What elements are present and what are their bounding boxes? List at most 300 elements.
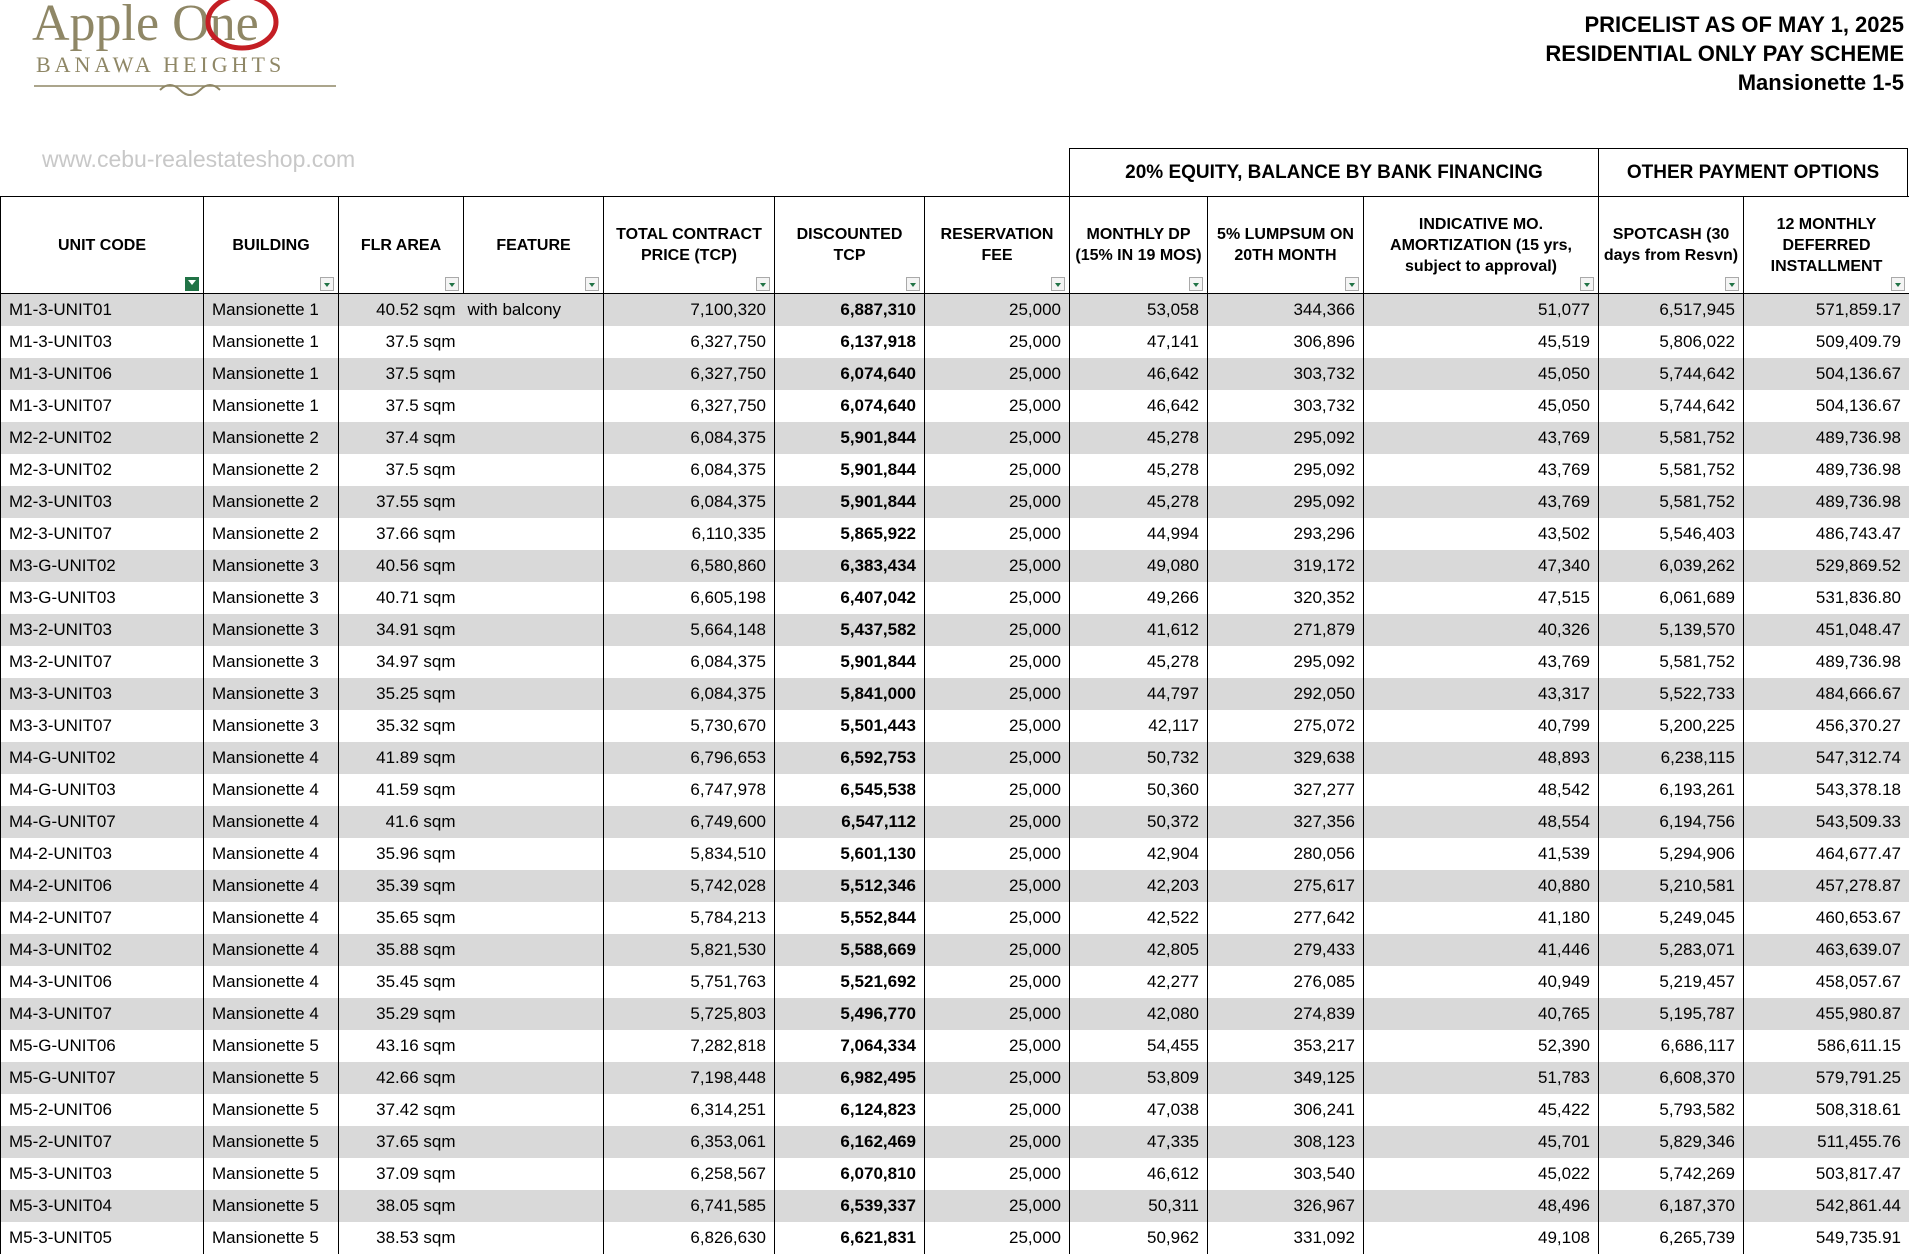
cell-spotcash: 5,744,642 [1599,358,1744,390]
cell-feature [464,870,604,902]
cell-spotcash: 5,210,581 [1599,870,1744,902]
cell-monthly-amortization: 41,180 [1364,902,1599,934]
cell-monthly-amortization: 52,390 [1364,1030,1599,1062]
cell-building: Mansionette 5 [204,1190,339,1222]
cell-deferred-installment: 464,677.47 [1744,838,1909,870]
cell-total-contract-price: 5,730,670 [604,710,775,742]
cell-deferred-installment: 458,057.67 [1744,966,1909,998]
cell-unit-code: M4-2-UNIT07 [1,902,204,934]
cell-monthly-amortization: 51,077 [1364,294,1599,327]
cell-floor-area: 34.97 sqm [339,646,464,678]
cell-monthly-amortization: 48,542 [1364,774,1599,806]
cell-floor-area: 43.16 sqm [339,1030,464,1062]
cell-monthly-dp: 50,732 [1070,742,1208,774]
cell-discounted-tcp: 5,901,844 [775,422,925,454]
cell-total-contract-price: 6,353,061 [604,1126,775,1158]
cell-unit-code: M4-3-UNIT06 [1,966,204,998]
cell-feature [464,1030,604,1062]
cell-unit-code: M3-G-UNIT03 [1,582,204,614]
cell-lumpsum-20th-month: 353,217 [1208,1030,1364,1062]
cell-monthly-amortization: 49,108 [1364,1222,1599,1254]
cell-building: Mansionette 3 [204,646,339,678]
cell-feature [464,838,604,870]
cell-discounted-tcp: 5,901,844 [775,454,925,486]
cell-building: Mansionette 4 [204,742,339,774]
column-header-label: FEATURE [496,237,570,254]
cell-discounted-tcp: 5,521,692 [775,966,925,998]
cell-total-contract-price: 6,084,375 [604,646,775,678]
cell-monthly-amortization: 40,799 [1364,710,1599,742]
cell-reservation-fee: 25,000 [925,1190,1070,1222]
filter-dropdown-icon[interactable] [1189,277,1203,291]
cell-spotcash: 5,742,269 [1599,1158,1744,1190]
cell-reservation-fee: 25,000 [925,838,1070,870]
cell-building: Mansionette 1 [204,326,339,358]
active-filter-icon[interactable] [185,277,199,291]
cell-lumpsum-20th-month: 295,092 [1208,646,1364,678]
cell-lumpsum-20th-month: 303,732 [1208,390,1364,422]
cell-building: Mansionette 1 [204,358,339,390]
cell-spotcash: 6,517,945 [1599,294,1744,327]
cell-building: Mansionette 3 [204,550,339,582]
cell-deferred-installment: 503,817.47 [1744,1158,1909,1190]
cell-lumpsum-20th-month: 303,732 [1208,358,1364,390]
column-header-unit-code [1,197,204,294]
cell-lumpsum-20th-month: 327,356 [1208,806,1364,838]
cell-monthly-dp: 50,372 [1070,806,1208,838]
cell-spotcash: 6,061,689 [1599,582,1744,614]
cell-spotcash: 6,187,370 [1599,1190,1744,1222]
table-row [1,902,1909,934]
cell-discounted-tcp: 5,512,346 [775,870,925,902]
column-header-floor-area [339,197,464,294]
cell-building: Mansionette 2 [204,486,339,518]
cell-unit-code: M4-3-UNIT07 [1,998,204,1030]
cell-reservation-fee: 25,000 [925,774,1070,806]
cell-unit-code: M3-G-UNIT02 [1,550,204,582]
cell-floor-area: 35.65 sqm [339,902,464,934]
cell-reservation-fee: 25,000 [925,390,1070,422]
cell-total-contract-price: 5,742,028 [604,870,775,902]
cell-unit-code: M5-3-UNIT03 [1,1158,204,1190]
cell-monthly-amortization: 43,769 [1364,454,1599,486]
cell-floor-area: 35.45 sqm [339,966,464,998]
cell-lumpsum-20th-month: 349,125 [1208,1062,1364,1094]
cell-discounted-tcp: 6,070,810 [775,1158,925,1190]
cell-spotcash: 5,546,403 [1599,518,1744,550]
cell-deferred-installment: 547,312.74 [1744,742,1909,774]
filter-dropdown-icon[interactable] [445,277,459,291]
cell-spotcash: 5,139,570 [1599,614,1744,646]
cell-reservation-fee: 25,000 [925,294,1070,327]
cell-lumpsum-20th-month: 326,967 [1208,1190,1364,1222]
cell-discounted-tcp: 6,074,640 [775,358,925,390]
cell-spotcash: 5,294,906 [1599,838,1744,870]
cell-feature [464,1126,604,1158]
filter-dropdown-icon[interactable] [1725,277,1739,291]
cell-unit-code: M2-3-UNIT02 [1,454,204,486]
cell-lumpsum-20th-month: 295,092 [1208,454,1364,486]
cell-spotcash: 6,608,370 [1599,1062,1744,1094]
logo-brand-text: Apple One [32,0,259,52]
cell-floor-area: 37.5 sqm [339,390,464,422]
cell-total-contract-price: 7,198,448 [604,1062,775,1094]
cell-lumpsum-20th-month: 271,879 [1208,614,1364,646]
column-header-monthly-amortization [1364,197,1599,294]
cell-deferred-installment: 531,836.80 [1744,582,1909,614]
cell-lumpsum-20th-month: 275,072 [1208,710,1364,742]
cell-monthly-amortization: 48,554 [1364,806,1599,838]
cell-feature [464,1062,604,1094]
cell-deferred-installment: 489,736.98 [1744,646,1909,678]
cell-spotcash: 5,249,045 [1599,902,1744,934]
cell-discounted-tcp: 5,437,582 [775,614,925,646]
cell-feature [464,582,604,614]
table-row [1,326,1909,358]
cell-monthly-amortization: 47,340 [1364,550,1599,582]
cell-lumpsum-20th-month: 331,092 [1208,1222,1364,1254]
cell-reservation-fee: 25,000 [925,1030,1070,1062]
cell-reservation-fee: 25,000 [925,358,1070,390]
table-row [1,1030,1909,1062]
filter-dropdown-icon[interactable] [756,277,770,291]
cell-feature [464,1222,604,1254]
cell-feature [464,646,604,678]
filter-dropdown-icon[interactable] [906,277,920,291]
cell-monthly-dp: 42,080 [1070,998,1208,1030]
column-header-label: BUILDING [232,237,309,254]
cell-monthly-dp: 50,962 [1070,1222,1208,1254]
cell-total-contract-price: 6,327,750 [604,390,775,422]
cell-unit-code: M4-G-UNIT07 [1,806,204,838]
cell-discounted-tcp: 6,383,434 [775,550,925,582]
cell-building: Mansionette 5 [204,1094,339,1126]
cell-discounted-tcp: 5,901,844 [775,646,925,678]
cell-spotcash: 6,265,739 [1599,1222,1744,1254]
column-header-label: TOTAL CONTRACT PRICE (TCP) [616,226,762,264]
cell-unit-code: M4-G-UNIT02 [1,742,204,774]
pricelist-table [0,196,1909,1254]
cell-unit-code: M4-G-UNIT03 [1,774,204,806]
cell-lumpsum-20th-month: 308,123 [1208,1126,1364,1158]
column-header-reservation-fee [925,197,1070,294]
cell-deferred-installment: 486,743.47 [1744,518,1909,550]
cell-feature [464,486,604,518]
cell-discounted-tcp: 5,496,770 [775,998,925,1030]
cell-building: Mansionette 4 [204,998,339,1030]
cell-reservation-fee: 25,000 [925,902,1070,934]
cell-unit-code: M4-2-UNIT06 [1,870,204,902]
cell-floor-area: 41.6 sqm [339,806,464,838]
apple-one-logo [30,0,350,108]
cell-total-contract-price: 6,327,750 [604,358,775,390]
table-row [1,646,1909,678]
cell-spotcash: 5,793,582 [1599,1094,1744,1126]
cell-total-contract-price: 6,605,198 [604,582,775,614]
table-row [1,358,1909,390]
cell-deferred-installment: 457,278.87 [1744,870,1909,902]
other-payment-options-header: OTHER PAYMENT OPTIONS [1598,148,1908,196]
cell-reservation-fee: 25,000 [925,870,1070,902]
cell-feature [464,678,604,710]
cell-feature [464,358,604,390]
cell-deferred-installment: 489,736.98 [1744,486,1909,518]
table-row [1,934,1909,966]
cell-unit-code: M2-3-UNIT07 [1,518,204,550]
cell-reservation-fee: 25,000 [925,550,1070,582]
cell-reservation-fee: 25,000 [925,934,1070,966]
cell-total-contract-price: 6,110,335 [604,518,775,550]
table-row [1,678,1909,710]
table-row [1,1222,1909,1254]
cell-discounted-tcp: 6,137,918 [775,326,925,358]
column-header-label: SPOTCASH (30 days from Resvn) [1604,226,1738,264]
column-header-label: RESERVATION FEE [941,226,1054,264]
cell-building: Mansionette 4 [204,870,339,902]
cell-unit-code: M3-2-UNIT07 [1,646,204,678]
cell-monthly-dp: 49,266 [1070,582,1208,614]
cell-monthly-dp: 42,203 [1070,870,1208,902]
cell-building: Mansionette 4 [204,838,339,870]
cell-monthly-amortization: 40,880 [1364,870,1599,902]
cell-total-contract-price: 6,747,978 [604,774,775,806]
cell-monthly-dp: 45,278 [1070,646,1208,678]
column-header-deferred-installment [1744,197,1909,294]
cell-discounted-tcp: 6,124,823 [775,1094,925,1126]
column-header-feature [464,197,604,294]
cell-floor-area: 35.88 sqm [339,934,464,966]
logo-subtitle-text: BANAWA HEIGHTS [36,52,285,77]
cell-reservation-fee: 25,000 [925,1222,1070,1254]
cell-lumpsum-20th-month: 329,638 [1208,742,1364,774]
cell-unit-code: M3-3-UNIT07 [1,710,204,742]
table-row [1,774,1909,806]
cell-lumpsum-20th-month: 303,540 [1208,1158,1364,1190]
cell-monthly-amortization: 41,539 [1364,838,1599,870]
cell-deferred-installment: 543,378.18 [1744,774,1909,806]
cell-lumpsum-20th-month: 295,092 [1208,486,1364,518]
pricelist-titles [1545,10,1904,97]
cell-monthly-dp: 45,278 [1070,422,1208,454]
filter-dropdown-icon[interactable] [585,277,599,291]
cell-deferred-installment: 579,791.25 [1744,1062,1909,1094]
cell-feature [464,1190,604,1222]
cell-monthly-amortization: 45,050 [1364,390,1599,422]
cell-monthly-dp: 42,805 [1070,934,1208,966]
cell-spotcash: 5,283,071 [1599,934,1744,966]
cell-reservation-fee: 25,000 [925,1126,1070,1158]
cell-unit-code: M2-2-UNIT02 [1,422,204,454]
table-row [1,422,1909,454]
table-row [1,742,1909,774]
cell-monthly-amortization: 45,022 [1364,1158,1599,1190]
cell-unit-code: M5-G-UNIT06 [1,1030,204,1062]
cell-total-contract-price: 6,749,600 [604,806,775,838]
cell-lumpsum-20th-month: 277,642 [1208,902,1364,934]
cell-floor-area: 37.65 sqm [339,1126,464,1158]
cell-deferred-installment: 549,735.91 [1744,1222,1909,1254]
title-scheme: RESIDENTIAL ONLY PAY SCHEME [1545,39,1904,68]
cell-deferred-installment: 543,509.33 [1744,806,1909,838]
cell-deferred-installment: 456,370.27 [1744,710,1909,742]
cell-deferred-installment: 489,736.98 [1744,454,1909,486]
cell-lumpsum-20th-month: 280,056 [1208,838,1364,870]
cell-lumpsum-20th-month: 295,092 [1208,422,1364,454]
cell-deferred-installment: 489,736.98 [1744,422,1909,454]
cell-reservation-fee: 25,000 [925,518,1070,550]
cell-building: Mansionette 5 [204,1062,339,1094]
table-row [1,1158,1909,1190]
filter-dropdown-icon[interactable] [1891,277,1905,291]
cell-monthly-dp: 47,038 [1070,1094,1208,1126]
cell-discounted-tcp: 5,901,844 [775,486,925,518]
cell-building: Mansionette 1 [204,294,339,327]
cell-building: Mansionette 4 [204,806,339,838]
cell-floor-area: 35.29 sqm [339,998,464,1030]
cell-monthly-amortization: 40,326 [1364,614,1599,646]
cell-discounted-tcp: 6,547,112 [775,806,925,838]
cell-unit-code: M5-2-UNIT06 [1,1094,204,1126]
column-header-building [204,197,339,294]
cell-floor-area: 37.55 sqm [339,486,464,518]
cell-monthly-dp: 47,335 [1070,1126,1208,1158]
cell-floor-area: 37.66 sqm [339,518,464,550]
cell-deferred-installment: 451,048.47 [1744,614,1909,646]
cell-floor-area: 35.96 sqm [339,838,464,870]
cell-unit-code: M5-3-UNIT04 [1,1190,204,1222]
cell-building: Mansionette 5 [204,1126,339,1158]
table-row [1,518,1909,550]
cell-monthly-dp: 42,522 [1070,902,1208,934]
table-row [1,294,1909,327]
cell-discounted-tcp: 6,407,042 [775,582,925,614]
cell-lumpsum-20th-month: 319,172 [1208,550,1364,582]
cell-spotcash: 6,193,261 [1599,774,1744,806]
cell-total-contract-price: 6,084,375 [604,486,775,518]
table-row [1,390,1909,422]
cell-feature [464,710,604,742]
cell-monthly-amortization: 43,769 [1364,422,1599,454]
cell-total-contract-price: 5,725,803 [604,998,775,1030]
cell-reservation-fee: 25,000 [925,966,1070,998]
cell-building: Mansionette 3 [204,710,339,742]
filter-dropdown-icon[interactable] [1580,277,1594,291]
cell-feature [464,902,604,934]
watermark-url: www.cebu-realestateshop.com [42,146,355,173]
cell-reservation-fee: 25,000 [925,806,1070,838]
title-buildings: Mansionette 1-5 [1545,68,1904,97]
cell-monthly-dp: 46,642 [1070,390,1208,422]
cell-floor-area: 38.53 sqm [339,1222,464,1254]
cell-discounted-tcp: 6,982,495 [775,1062,925,1094]
cell-lumpsum-20th-month: 276,085 [1208,966,1364,998]
table-row [1,1094,1909,1126]
cell-feature [464,1158,604,1190]
cell-feature [464,550,604,582]
cell-spotcash: 5,806,022 [1599,326,1744,358]
table-row [1,870,1909,902]
cell-deferred-installment: 529,869.52 [1744,550,1909,582]
cell-deferred-installment: 586,611.15 [1744,1030,1909,1062]
cell-discounted-tcp: 7,064,334 [775,1030,925,1062]
cell-total-contract-price: 5,834,510 [604,838,775,870]
cell-total-contract-price: 6,084,375 [604,454,775,486]
filter-dropdown-icon[interactable] [1345,277,1359,291]
cell-monthly-dp: 45,278 [1070,454,1208,486]
cell-reservation-fee: 25,000 [925,422,1070,454]
cell-building: Mansionette 2 [204,518,339,550]
cell-total-contract-price: 6,258,567 [604,1158,775,1190]
cell-floor-area: 35.25 sqm [339,678,464,710]
cell-floor-area: 35.32 sqm [339,710,464,742]
cell-building: Mansionette 3 [204,678,339,710]
cell-monthly-dp: 41,612 [1070,614,1208,646]
cell-feature [464,742,604,774]
cell-monthly-dp: 53,058 [1070,294,1208,327]
cell-reservation-fee: 25,000 [925,678,1070,710]
cell-deferred-installment: 542,861.44 [1744,1190,1909,1222]
cell-spotcash: 5,219,457 [1599,966,1744,998]
cell-floor-area: 34.91 sqm [339,614,464,646]
cell-total-contract-price: 6,741,585 [604,1190,775,1222]
cell-monthly-amortization: 48,893 [1364,742,1599,774]
column-header-lumpsum-20th-month [1208,197,1364,294]
cell-building: Mansionette 2 [204,454,339,486]
cell-unit-code: M4-3-UNIT02 [1,934,204,966]
cell-discounted-tcp: 5,601,130 [775,838,925,870]
table-row [1,582,1909,614]
table-row [1,838,1909,870]
cell-reservation-fee: 25,000 [925,454,1070,486]
cell-discounted-tcp: 5,588,669 [775,934,925,966]
cell-building: Mansionette 4 [204,966,339,998]
cell-building: Mansionette 2 [204,422,339,454]
table-row [1,1190,1909,1222]
cell-monthly-amortization: 43,317 [1364,678,1599,710]
cell-spotcash: 5,581,752 [1599,454,1744,486]
cell-building: Mansionette 5 [204,1222,339,1254]
cell-lumpsum-20th-month: 327,277 [1208,774,1364,806]
equity-financing-header: 20% EQUITY, BALANCE BY BANK FINANCING [1069,148,1599,196]
cell-total-contract-price: 5,784,213 [604,902,775,934]
cell-reservation-fee: 25,000 [925,486,1070,518]
filter-dropdown-icon[interactable] [1051,277,1065,291]
cell-discounted-tcp: 6,887,310 [775,294,925,327]
cell-building: Mansionette 5 [204,1158,339,1190]
table-row [1,806,1909,838]
cell-spotcash: 6,686,117 [1599,1030,1744,1062]
cell-feature [464,614,604,646]
cell-total-contract-price: 5,821,530 [604,934,775,966]
filter-dropdown-icon[interactable] [320,277,334,291]
cell-monthly-amortization: 48,496 [1364,1190,1599,1222]
cell-monthly-amortization: 45,050 [1364,358,1599,390]
cell-reservation-fee: 25,000 [925,710,1070,742]
cell-floor-area: 38.05 sqm [339,1190,464,1222]
cell-reservation-fee: 25,000 [925,326,1070,358]
cell-discounted-tcp: 5,552,844 [775,902,925,934]
cell-building: Mansionette 1 [204,390,339,422]
cell-deferred-installment: 571,859.17 [1744,294,1909,327]
cell-discounted-tcp: 6,621,831 [775,1222,925,1254]
cell-monthly-amortization: 45,422 [1364,1094,1599,1126]
cell-floor-area: 42.66 sqm [339,1062,464,1094]
cell-spotcash: 5,522,733 [1599,678,1744,710]
table-row [1,1062,1909,1094]
cell-unit-code: M1-3-UNIT07 [1,390,204,422]
cell-reservation-fee: 25,000 [925,1062,1070,1094]
column-header-label: UNIT CODE [58,237,146,254]
